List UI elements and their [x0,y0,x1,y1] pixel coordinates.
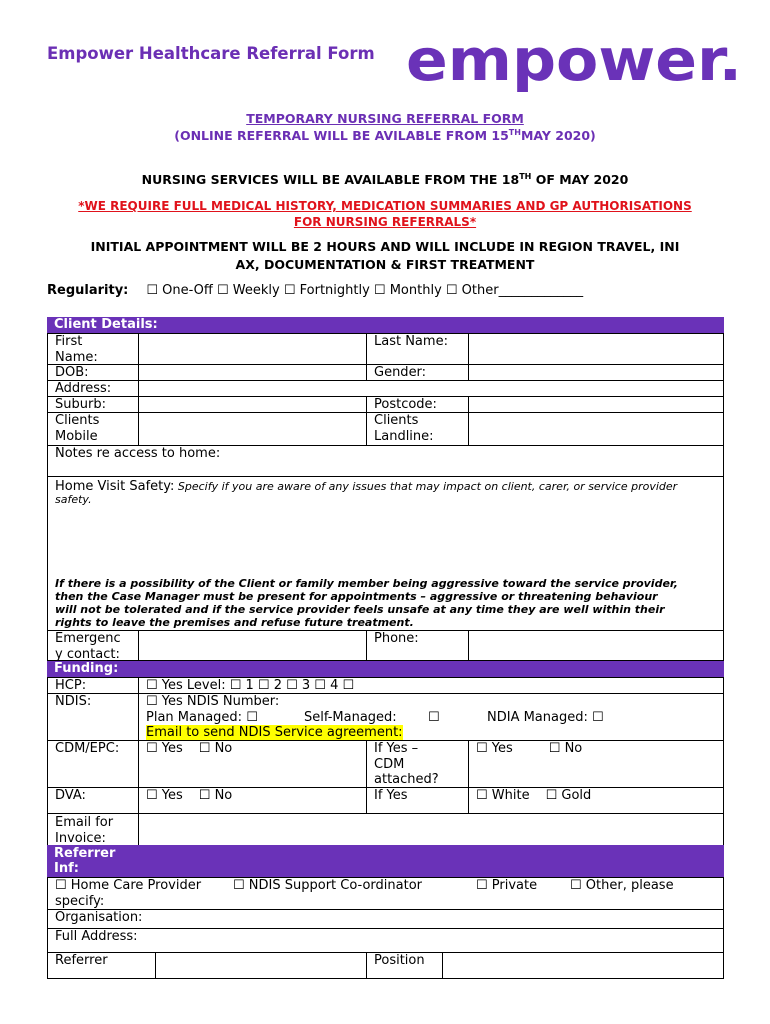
postcode-label: Postcode: [366,396,469,413]
safety-label: Home Visit Safety: [55,479,175,494]
address-input[interactable] [138,380,724,397]
requirement-line-1: *WE REQUIRE FULL MEDICAL HISTORY, MEDICATION SUMMARIES AND GP AUTHORISATIONS [78,199,692,213]
client-details-header: Client Details: [47,317,724,333]
organisation-label: Organisation: [55,910,143,925]
regularity-options: ☐ One-Off ☐ Weekly ☐ Fortnightly ☐ Monthly ☐ Other_____________ [146,283,584,298]
cdm-no-checkbox[interactable]: ☐ No [198,741,233,756]
specify-label: specify: [55,894,105,909]
requirement-line-2: FOR NURSING REFERRALS* [293,215,477,229]
ndis-coordinator-checkbox[interactable]: ☐ NDIS Support Co-ordinator [233,878,423,893]
email-invoice-input[interactable] [138,813,724,846]
dva-card-options[interactable] [468,787,724,814]
full-address-label: Full Address: [55,929,138,944]
form-title: Empower Healthcare Referral Form [47,44,375,63]
dob-label: DOB: [47,364,139,381]
position-input[interactable] [442,952,724,979]
private-checkbox[interactable]: ☐ Private [476,878,538,893]
white-card-checkbox[interactable]: ☐ White [476,788,530,803]
dva-yes-checkbox[interactable]: ☐ Yes [146,788,183,803]
other-checkbox[interactable]: ☐ Other, please [570,878,674,893]
mobile-label: Clients Mobile [47,412,139,446]
cdm-attached-label: If Yes – CDM attached? [366,740,469,788]
cdm-attached-options[interactable] [468,740,724,788]
gold-card-checkbox[interactable]: ☐ Gold [545,788,592,803]
ndia-managed-checkbox[interactable]: NDIA Managed: ☐ [487,709,604,725]
cdm-attached-no-checkbox[interactable]: ☐ No [548,741,583,756]
postcode-input[interactable] [468,396,724,413]
dva-options[interactable] [138,787,367,814]
phone-label: Phone: [366,630,469,661]
cdm-attached-yes-checkbox[interactable]: ☐ Yes [476,741,513,756]
position-label: Position [366,952,443,979]
appointment-line-2: AX, DOCUMENTATION & FIRST TREATMENT [235,257,535,272]
suburb-input[interactable] [138,396,367,413]
emergency-contact-input[interactable] [138,630,367,661]
suburb-label: Suburb: [47,396,139,413]
first-name-label: First Name: [47,333,139,365]
last-name-label: Last Name: [366,333,469,365]
cdm-options[interactable] [138,740,367,788]
mobile-input[interactable] [138,412,367,446]
hcp-options[interactable]: ☐ Yes Level: ☐ 1 ☐ 2 ☐ 3 ☐ 4 ☐ [138,677,724,694]
phone-input[interactable] [468,630,724,661]
regularity-label: Regularity: [47,283,129,298]
ndis-details[interactable] [138,693,724,741]
self-managed-checkbox[interactable]: ☐ [428,709,440,725]
cdm-yes-checkbox[interactable]: ☐ Yes [146,741,183,756]
referrer-name-label: Referrer [47,952,156,979]
regularity-row[interactable] [47,283,583,298]
dob-input[interactable] [138,364,367,381]
ndis-number-row[interactable]: ☐ Yes NDIS Number: [146,694,280,709]
dva-label: DVA: [47,787,139,814]
gender-label: Gender: [366,364,469,381]
address-label: Address: [47,380,139,397]
referrer-name-input[interactable] [155,952,367,979]
home-visit-safety-field[interactable] [47,476,724,631]
landline-label: Clients Landline: [366,412,469,446]
logo-wordmark: empower. [406,30,742,92]
aggression-note: If there is a possibility of the Client or family member being aggressive toward the service provider, then the Case Manager must be present for appointments – aggressive or threatening behaviour will not be tolerated and if the service provider feels unsafe at any time they are well within their rights to leave the premises and refuse future treatment. [55,577,678,629]
hcp-label: HCP: [47,677,139,694]
full-address-field[interactable] [47,928,724,953]
organisation-field[interactable] [47,909,724,929]
dva-card-label: If Yes [366,787,469,814]
temporary-form-heading: TEMPORARY NURSING REFERRAL FORM [246,111,524,126]
access-notes-label: Notes re access to home: [55,446,221,461]
gender-input[interactable] [468,364,724,381]
home-care-provider-checkbox[interactable]: ☐ Home Care Provider [55,878,202,893]
referrer-type-row[interactable] [47,877,724,910]
empower-logo [404,30,749,96]
cdm-label: CDM/EPC: [47,740,139,788]
emergency-contact-label: Emergenc y contact: [47,630,139,661]
access-notes-field[interactable] [47,445,724,477]
landline-input[interactable] [468,412,724,446]
ndis-agreement-email-label: Email to send NDIS Service agreement: [146,725,403,740]
first-name-input[interactable] [138,333,367,365]
plan-managed-checkbox[interactable]: Plan Managed: ☐ [146,709,258,725]
safety-hint: Specify if you are aware of any issues that may impact on client, carer, or service provider safety. [55,480,678,506]
self-managed-label: Self-Managed: [304,709,397,725]
ndis-label: NDIS: [47,693,139,741]
funding-header: Funding: [47,661,724,677]
last-name-input[interactable] [468,333,724,365]
online-referral-note: (ONLINE REFERRAL WILL BE AVILABLE FROM 15THMAY 2020) [174,128,596,143]
referrer-info-header: Referrer Inf: [47,845,724,878]
services-availability: NURSING SERVICES WILL BE AVAILABLE FROM THE 18TH OF MAY 2020 [141,172,629,187]
appointment-line-1: INITIAL APPOINTMENT WILL BE 2 HOURS AND WILL INCLUDE IN REGION TRAVEL, INI [90,239,680,254]
email-invoice-label: Email for Invoice: [47,813,139,846]
dva-no-checkbox[interactable]: ☐ No [198,788,233,803]
